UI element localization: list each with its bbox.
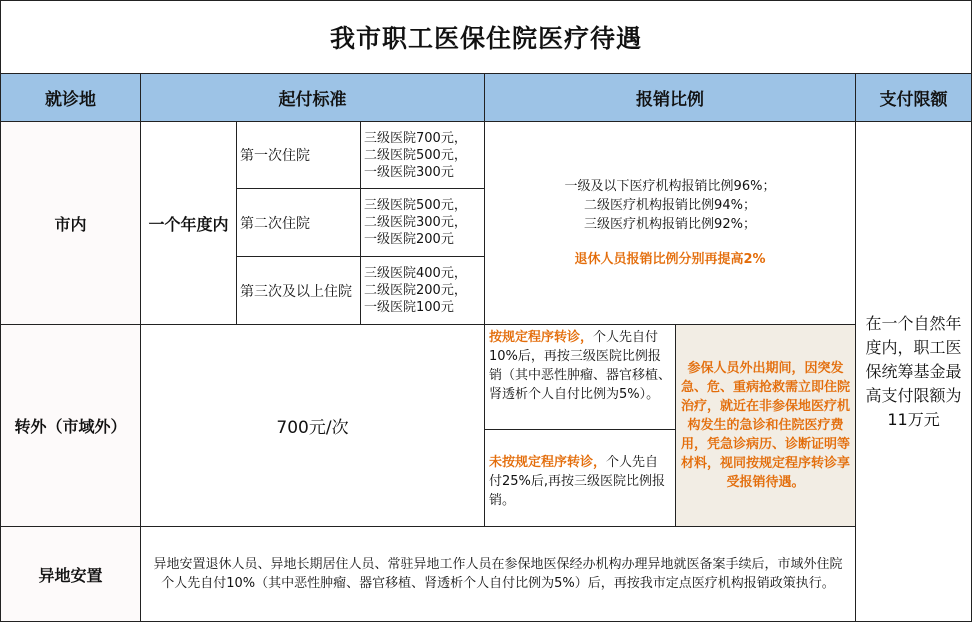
amount-line: 三级医院400元， [364, 266, 467, 281]
amount-line: 三级医院500元， [364, 198, 467, 213]
transfer-row-1 [1, 325, 972, 430]
rule-with-referral [485, 325, 676, 430]
amount-line: 三级医院700元， [364, 130, 467, 146]
amount-line: 二级医院500元， [364, 147, 467, 163]
amount-line: 一级医院100元 [364, 300, 454, 315]
offsite-row [1, 527, 972, 622]
rate-line: 一级及以下医疗机构报销比例96%； [564, 179, 776, 194]
city-rates [485, 122, 856, 325]
amount-line: 二级医院200元， [364, 283, 467, 298]
amount-line: 二级医院300元， [364, 215, 467, 230]
stage-amounts [361, 189, 485, 257]
retiree-note: 退休人员报销比例分别再提高2% [574, 252, 766, 267]
amount-line: 一级医院200元 [364, 232, 454, 247]
rule-highlight: 按规定程序转诊， [489, 330, 594, 345]
location-city: 市内 [1, 122, 141, 325]
header-threshold: 起付标准 [141, 74, 485, 122]
transfer-threshold: 700元/次 [141, 325, 485, 527]
rule-without-referral [485, 430, 676, 527]
location-offsite: 异地安置 [1, 527, 141, 622]
rate-lines [485, 177, 855, 234]
period-label: 一个年度内 [141, 122, 237, 325]
header-ratio: 报销比例 [485, 74, 856, 122]
rate-line: 二级医疗机构报销比例94%； [584, 198, 756, 213]
stage-name: 第一次住院 [237, 122, 361, 189]
emergency-note: 参保人员外出期间，因突发急、危、重病抢救需立即住院治疗，就近在非参保地医疗机构发生的急诊和住院医疗费用，凭急诊病历、诊断证明等材料，视同按规定程序转诊享受报销待遇。 [676, 325, 856, 527]
header-row [1, 74, 972, 122]
amount-line: 一级医院300元 [364, 164, 454, 180]
page-title: 我市职工医保住院医疗待遇 [1, 1, 972, 74]
location-transfer: 转外（市域外） [1, 325, 141, 527]
stage-name: 第三次及以上住院 [237, 257, 361, 325]
city-row-1 [1, 122, 972, 189]
rate-line: 三级医疗机构报销比例92%； [584, 217, 756, 232]
header-location: 就诊地 [1, 74, 141, 122]
stage-amounts [361, 122, 485, 189]
header-limit: 支付限额 [856, 74, 972, 122]
offsite-text: 异地安置退休人员、异地长期居住人员、常驻异地工作人员在参保地医保经办机构办理异地就医备案手续后，市域外住院个人先自付10%（其中恶性肿瘤、器官移植、肾透析个人自付比例为5%）后，再按我市定点医疗机构报销政策执行。 [141, 527, 856, 622]
stage-name: 第二次住院 [237, 189, 361, 257]
rule-highlight: 未按规定程序转诊， [489, 454, 607, 470]
stage-amounts [361, 257, 485, 325]
rule-text: 个人先自付25%后,再按三级医院比例报销。 [489, 454, 666, 508]
rule-text: 个人先自付10%后，再按三级医院比例报销（其中恶性肿瘤、器官移植、肾透析个人自付比例为5%）。 [489, 330, 672, 402]
payment-limit: 在一个自然年度内，职工医保统筹基金最高支付限额为11万元 [856, 122, 972, 622]
